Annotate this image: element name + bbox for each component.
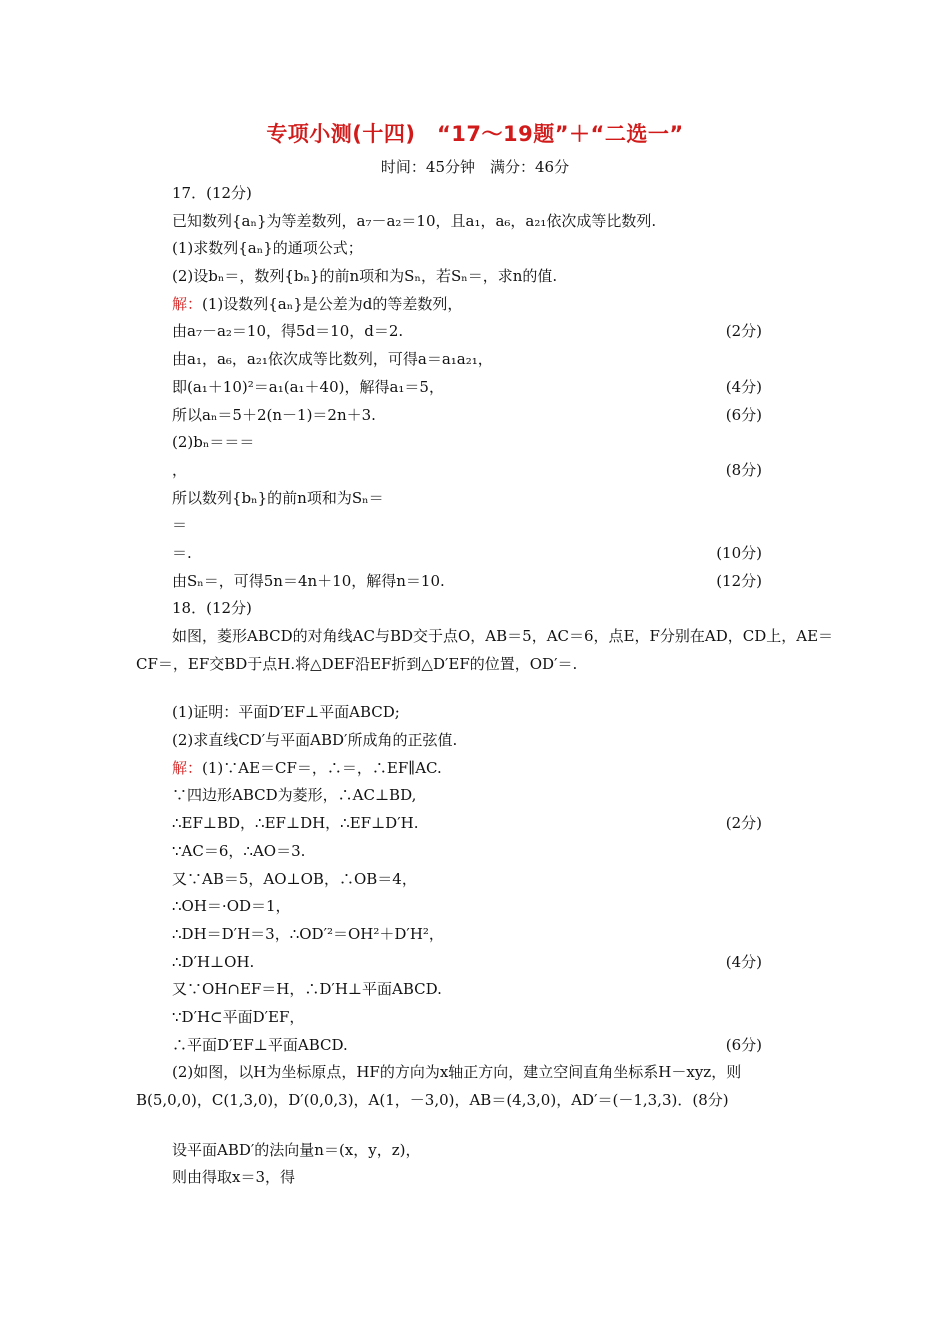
score-label: (2分) [725,814,762,833]
text-line [172,893,762,921]
line-text: CF＝，EF交BD于点H.将△DEF沿EF折到△D′EF的位置，OD′＝. [136,654,578,673]
score-label: (12分) [716,571,762,590]
line-text: 由a₁，a₆，a₂₁依次成等比数列，可得a＝a₁a₂₁， [172,350,493,369]
line-text: ∴平面D′EF⊥平面ABCD. [172,1035,348,1054]
line-text: ∵D′H⊂平面D′EF， [172,1007,305,1026]
line-text: 17．(12分) [172,184,252,202]
text-line [172,402,762,430]
score-label: (8分) [725,460,762,479]
text-line [172,346,762,374]
text-line [172,568,762,596]
text-line [172,921,762,949]
text-line [172,755,762,783]
text-line [172,291,762,319]
text-line [172,512,762,540]
text-line [172,1004,762,1032]
line-text: ∴DH＝D′H＝3，∴OD′²＝OH²＋D′H²， [172,924,444,943]
page-subtitle: 时间：45分钟 满分：46分 [380,158,570,176]
line-text: ∵AC＝6，∴AO＝3. [172,841,306,860]
line-text: 即(a₁＋10)²＝a₁(a₁＋40)，解得a₁＝5， [172,377,444,396]
text-line [172,1137,762,1165]
solution-label: 解： [172,758,203,777]
line-text: 由Sₙ＝，可得5n＝4n＋10，解得n＝10. [172,571,445,590]
line-text: (1)证明：平面D′EF⊥平面ABCD; [172,703,400,722]
score-label: (10分) [716,543,762,562]
text-line [172,318,762,346]
line-text: (1)求数列{aₙ}的通项公式； [172,239,363,258]
line-text: ∴D′H⊥OH. [172,952,255,971]
text-line [172,485,762,513]
line-text: (2)如图，以H为坐标原点，HF的方向为x轴正方向，建立空间直角坐标系H－xyz，则 [172,1063,742,1082]
score-label: (4分) [725,952,762,971]
line-text: 18．(12分) [172,599,252,618]
page-title: 专项小测(十四) “17～19题”＋“二选一” [266,122,684,146]
line-text: ∴OH＝·OD＝1， [172,897,291,916]
text-line [136,651,786,679]
line-text: (1)设数列{aₙ}是公差为d的等差数列， [202,294,463,313]
paragraph-gap [172,678,762,699]
line-text: 如图，菱形ABCD的对角线AC与BD交于点O，AB＝5，AC＝6，点E，F分别在AD，CD上，AE＝ [172,627,834,645]
line-text: ＝. [172,543,192,562]
line-text: 所以aₙ＝5＋2(n－1)＝2n＋3. [172,405,376,424]
text-line [172,727,762,755]
line-text: (2)bₙ＝＝＝ [172,433,255,452]
text-line [172,699,762,727]
line-text: (2)求直线CD′与平面ABD′所成角的正弦值. [172,731,458,750]
score-label: (6分) [725,405,762,424]
text-line [172,540,762,568]
score-label: (2分) [725,322,762,341]
score-label: (4分) [725,377,762,396]
text-line [172,623,834,651]
line-text: 又∵OH∩EF＝H，∴D′H⊥平面ABCD. [172,980,442,999]
line-text: ∵四边形ABCD为菱形，∴AC⊥BD, [172,786,417,805]
text-line [172,263,762,291]
line-text: 设平面ABD′的法向量n＝(x，y，z)， [172,1140,421,1159]
text-line [172,1164,762,1192]
line-text: 又∵AB＝5，AO⊥OB，∴OB＝4， [172,869,417,888]
text-line [172,810,762,838]
paragraph-gap [172,1115,762,1137]
text-line [172,949,762,977]
text-line [172,208,762,236]
line-text: 所以数列{bₙ}的前n项和为Sₙ＝ [172,488,384,507]
text-line [136,1087,786,1115]
text-line [172,374,762,402]
line-text: (1)∵AE＝CF＝，∴＝，∴EF∥AC. [202,758,442,777]
text-line [172,180,762,208]
line-text: 由a₇－a₂＝10，得5d＝10，d＝2. [172,322,404,341]
line-text: (2)设bₙ＝，数列{bₙ}的前n项和为Sₙ，若Sₙ＝，求n的值. [172,267,558,286]
line-text: B(5,0,0)，C(1,3,0)，D′(0,0,3)，A(1，－3,0)，AB＝(4,3,0)，AD′＝(－1,3,3)．(8分) [136,1091,729,1109]
line-text: ＝ [172,516,188,535]
text-line [172,1032,762,1060]
line-text: 则由得取x＝3，得 [172,1168,296,1187]
text-line [172,976,762,1004]
text-line [172,595,762,623]
text-line [172,429,762,457]
text-line [172,1059,762,1087]
text-line [172,838,762,866]
score-label: (6分) [725,1035,762,1054]
text-line [172,457,762,485]
line-text: 已知数列{aₙ}为等差数列，a₇－a₂＝10，且a₁，a₆，a₂₁依次成等比数列. [172,211,657,230]
text-line [172,235,762,263]
line-text: ∴EF⊥BD，∴EF⊥DH，∴EF⊥D′H. [172,814,419,833]
text-line [172,782,762,810]
document-body [136,180,834,1192]
solution-label: 解： [172,294,203,313]
line-text: ， [172,460,188,479]
text-line [172,866,762,894]
